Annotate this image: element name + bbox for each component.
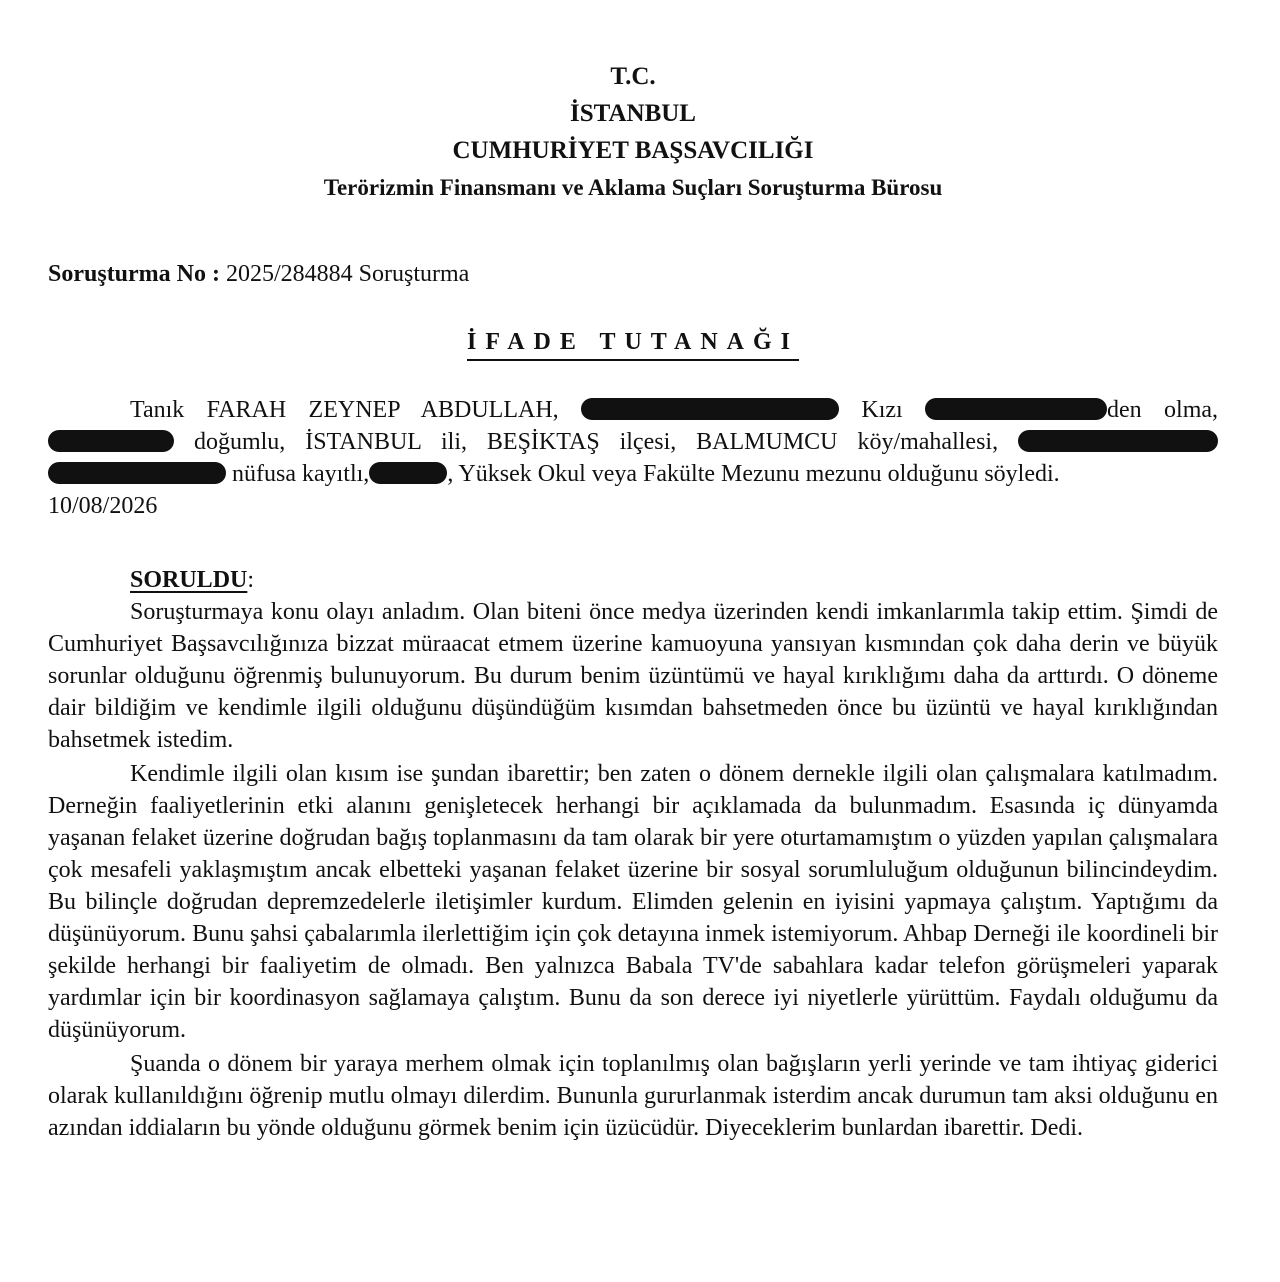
statement-paragraph: Kendimle ilgili olan kısım ise şundan ibarettir; ben zaten o dönem dernekle ilgili olan çalışmalara katılmadım. Derneğin faaliyetlerinin etki alanını genişletecek herhangi bir açıklamada da bulunmadım. Esasında iç dünyamda yaşanan felaket üzerine doğrudan bağış toplanmasını da tam olarak bir yere oturtamamıştım o yüzden yapılan çalışmalara çok mesafeli yaklaşmıştım ancak elbetteki yaşanan felaket üzerine bir sosyal sorumluluğum olduğunun bilincindeydim. Bu bilinçle doğrudan depremzedelerle iletişimler kurdum. Elimden gelenin en iyisini yapmaya çalıştım. Yaptığımı da düşünüyorum. Bunu şahsi çabalarımla ilerlettiğim için çok detayına inmek istemiyorum. Ahbap Derneği ile koordineli bir şekilde herhangi bir faaliyetim de olmadı. Ben yalnızca Babala TV'de sabahlara kadar telefon görüşmeleri yaparak yardımlar için bir koordinasyon sağlamaya çalıştım. Bunu da son derece iyi niyetlerle yürüttüm. Faydalı olduğumu da düşünüyorum.	[48, 761, 1218, 1043]
statement-date: 10/08/2026	[48, 493, 158, 519]
intro-part-2: Kızı	[861, 397, 903, 423]
redaction-mark	[369, 462, 447, 484]
statement-paragraph: Soruşturmaya konu olayı anladım. Olan biteni önce medya üzerinden kendi imkanlarımla takip ettim. Şimdi de Cumhuriyet Başsavcılığınıza bizzat müraacat etmem üzerine kamuoyuna yansıyan kısmından çok daha derin ve büyük sorunlar olduğunu öğrenmiş bulunuyorum. Bu durum benim üzüntümü ve hayal kırıklığımı daha da arttırdı. O döneme dair bildiğim ve kendimle ilgili olduğunu düşündüğüm kısımdan bahsetmeden önce bu üzüntü ve hayal kırıklığından bahsetmek istedim.	[48, 599, 1218, 753]
case-number-label: Soruşturma No :	[48, 261, 220, 287]
section-heading	[48, 564, 1218, 596]
header-bureau: Terörizmin Finansmanı ve Aklama Suçları Soruşturma Bürosu	[323, 175, 943, 200]
redaction-mark	[48, 462, 226, 484]
case-number-value: 2025/284884 Soruşturma	[226, 261, 470, 287]
header-tc: T.C.	[610, 63, 656, 90]
witness-intro	[48, 394, 1218, 522]
document-page	[48, 0, 1218, 1144]
redaction-mark	[48, 430, 174, 452]
redaction-mark	[1018, 430, 1218, 452]
case-number-line	[48, 258, 1218, 290]
intro-part-6: , Yüksek Okul veya Fakülte Mezunu mezunu olduğunu söyledi.	[447, 461, 1060, 487]
section-heading-colon: :	[247, 567, 255, 593]
intro-part-1: Tanık FARAH ZEYNEP ABDULLAH,	[130, 397, 559, 423]
redaction-mark	[925, 398, 1107, 420]
header-office: CUMHURİYET BAŞSAVCILIĞI	[452, 137, 814, 164]
section-heading-label: SORULDU	[130, 567, 248, 593]
document-title-text: İFADE TUTANAĞI	[467, 329, 799, 361]
intro-part-3: den olma,	[1107, 397, 1219, 423]
header-city: İSTANBUL	[570, 100, 696, 127]
intro-part-5: nüfusa kayıtlı,	[232, 461, 370, 487]
redaction-mark	[581, 398, 839, 420]
document-title	[48, 326, 1218, 358]
intro-part-4: doğumlu, İSTANBUL ili, BEŞİKTAŞ ilçesi, BALMUMCU köy/mahallesi,	[193, 429, 999, 455]
statement-paragraph: Şuanda o dönem bir yaraya merhem olmak için toplanılmış olan bağışların yerli yerinde ve tam ihtiyaç giderici olarak kullanıldığını öğrenip mutlu olmayı dilerdim. Bununla gururlanmak isterdim ancak durumun tam aksi olduğunu en azından iddiaların bu yönde olduğunu görmek benim için üzücüdür. Diyeceklerim bunlardan ibarettir. Dedi.	[48, 1051, 1218, 1141]
